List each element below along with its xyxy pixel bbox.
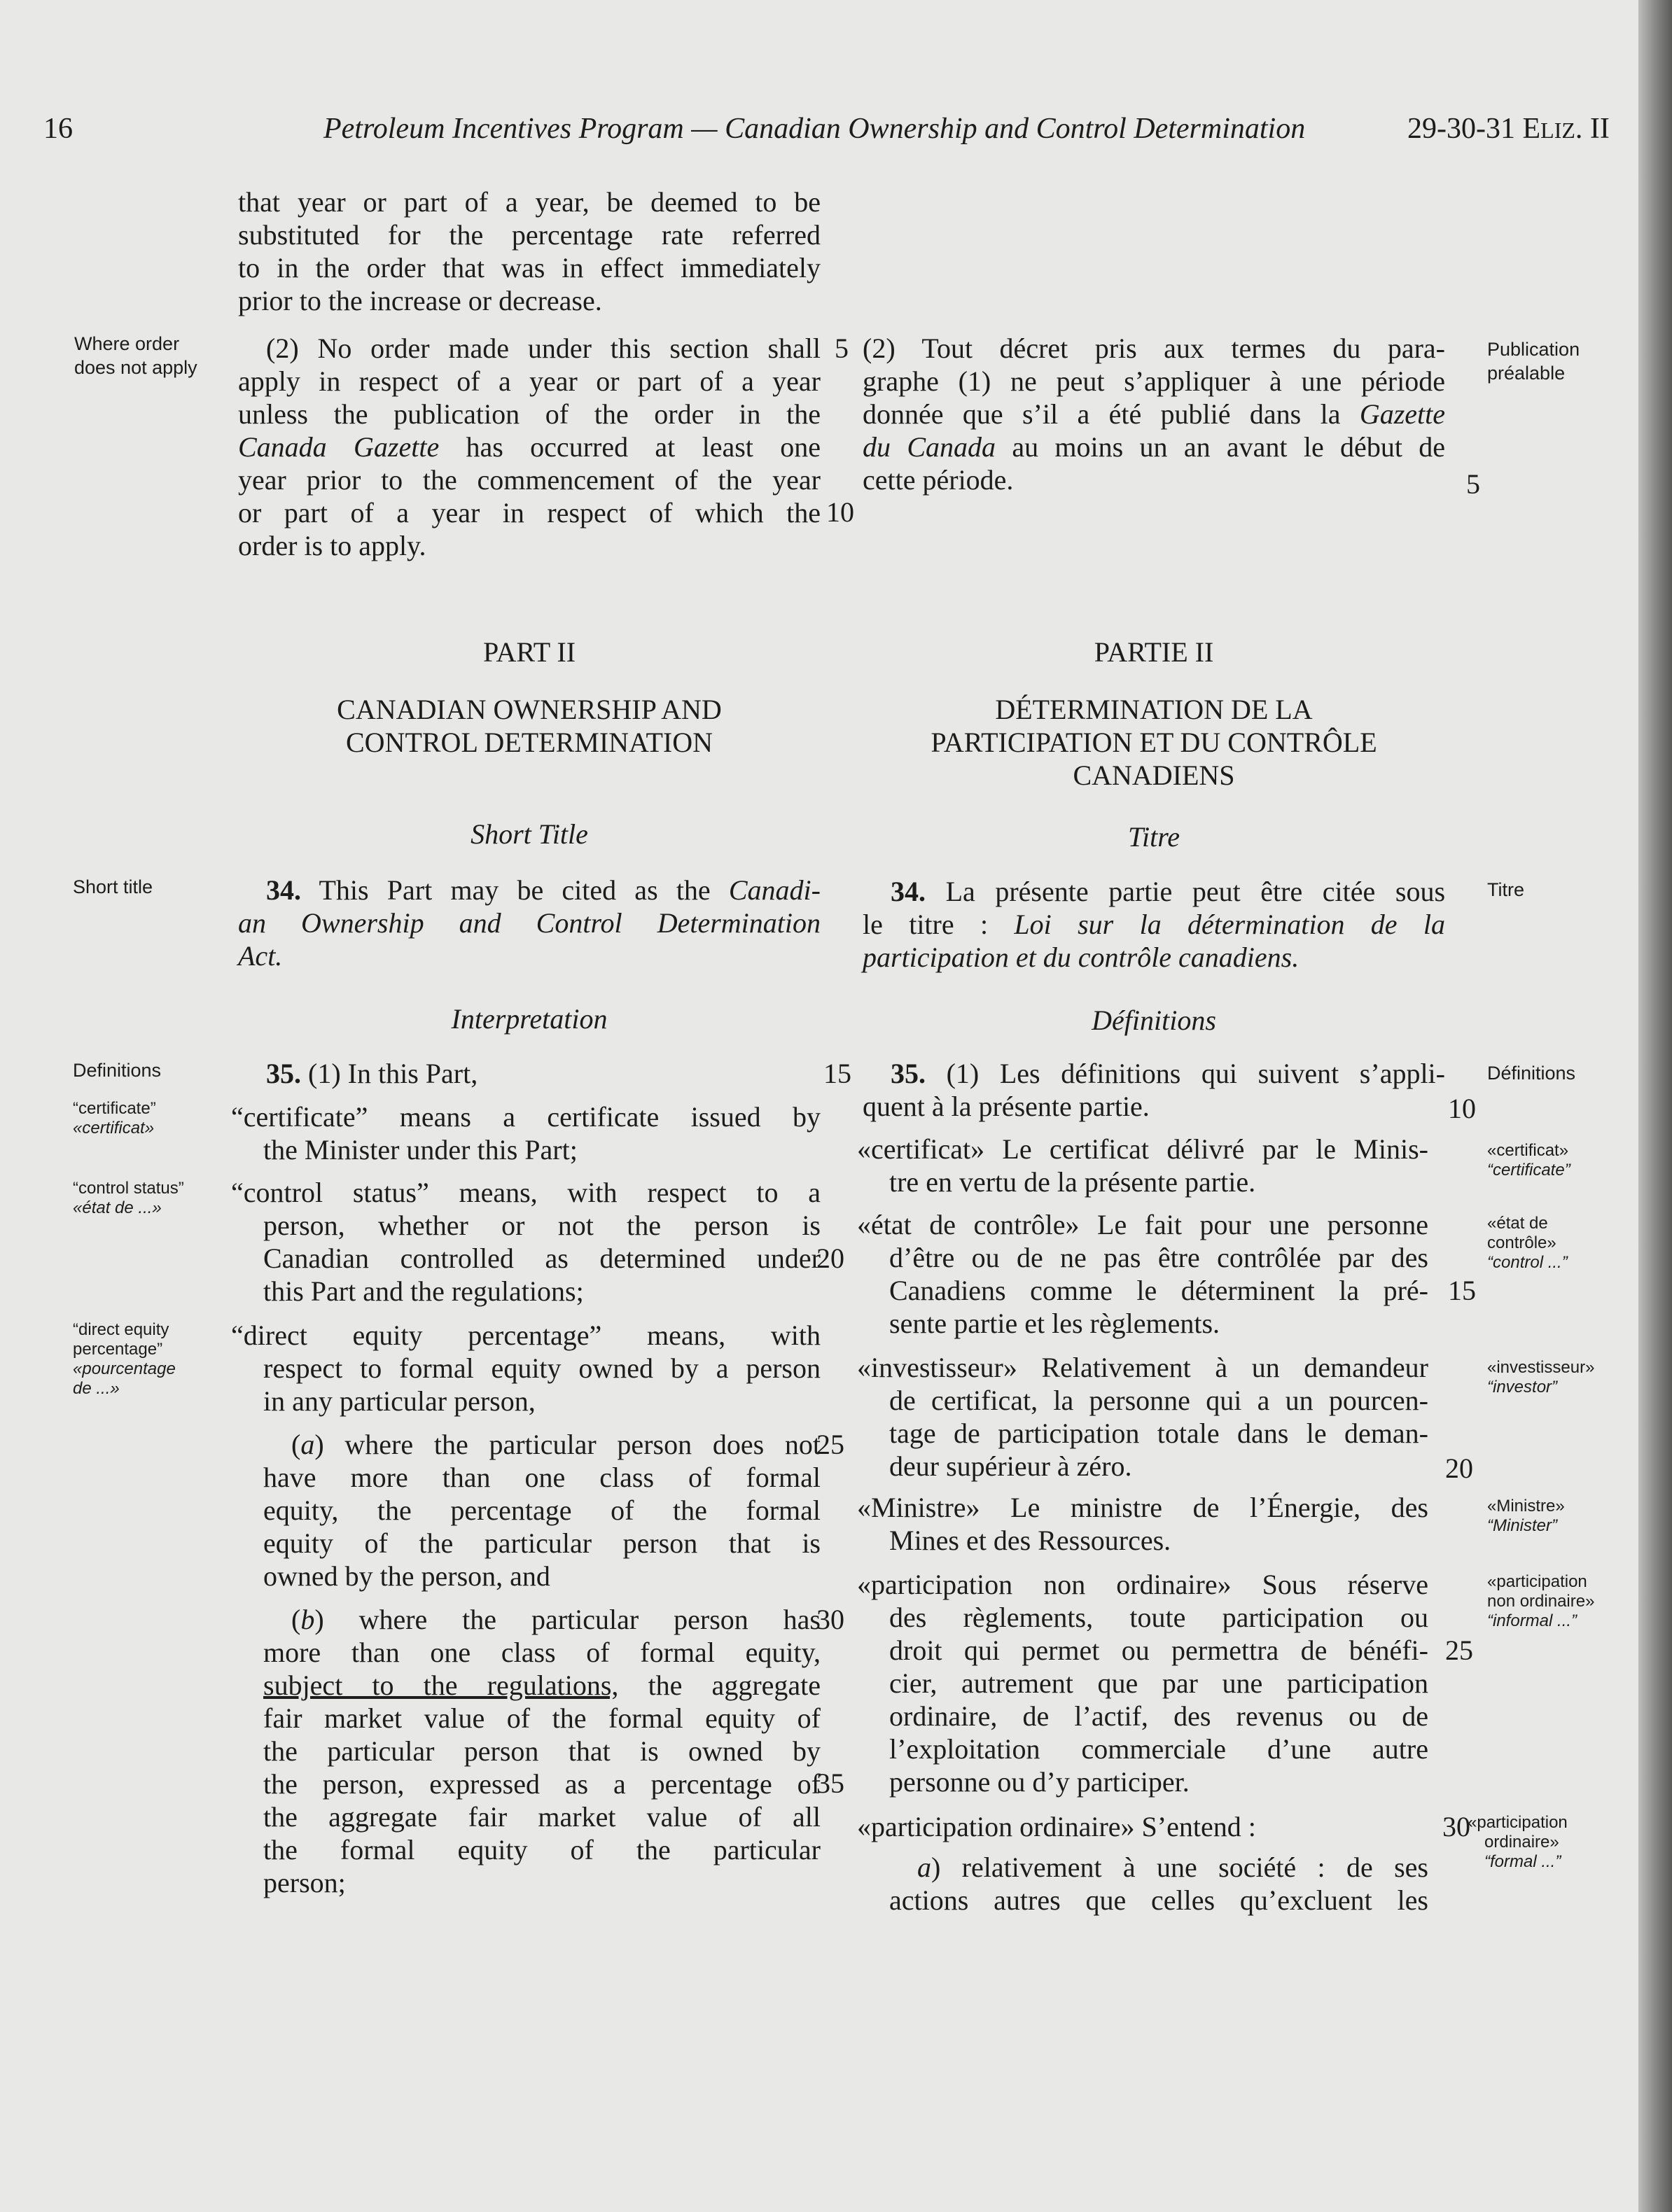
fr-line-number: 25 bbox=[1445, 1634, 1473, 1666]
page-edge-shadow bbox=[1638, 0, 1672, 2212]
page-number: 16 bbox=[43, 113, 73, 145]
en-para-b: (b) where the particular person has more than one class of formal equity, subject to the regulations, the aggregate fair market value of the formal equity of the particular person that is owned by the person, expressed as a percentage of the aggregate fair market value of all the formal equity of the particular person; bbox=[263, 1604, 821, 1898]
en-margin-note-short-title: Short title bbox=[73, 876, 153, 897]
en-def-direct-equity: “direct equity percentage” means, with respect to formal equity owned by a person in any particular person, bbox=[231, 1320, 821, 1417]
en-margin-note-control-status: “control status” «état de ...» bbox=[73, 1179, 184, 1217]
en-short-title-heading: Short Title bbox=[471, 818, 588, 850]
en-line-number: 15 bbox=[823, 1058, 851, 1089]
running-title: Petroleum Incentives Program — Canadian Ownership and Control Determination bbox=[323, 113, 1306, 145]
fr-section-34: 34. La présente partie peut être citée sous le titre : Loi sur la détermination de la participation et du contrôle canadiens. bbox=[863, 876, 1446, 973]
en-part-number: PART II bbox=[482, 636, 576, 668]
en-section-33-2: (2) No order made under this section shall apply in respect of a year or part of a year unless the publication of the order in the Canada Gazette has occurred at least one year prior to the commencement of the year or part of a year in respect of which the order is to apply. bbox=[238, 332, 821, 561]
fr-margin-note-definitions: Définitions bbox=[1487, 1063, 1576, 1084]
fr-para-a: a) relativement à une société : de ses actions autres que celles qu’excluent les bbox=[889, 1851, 1428, 1916]
en-interpretation-heading: Interpretation bbox=[451, 1003, 608, 1035]
fr-def-investisseur: «investisseur» Relativement à un demandeur de certificat, la personne qui a un pourcen- tage de participation totale dans le deman- deur supérieur à zéro. bbox=[857, 1352, 1428, 1482]
fr-short-title-heading: Titre bbox=[1127, 821, 1180, 853]
en-line-number: 20 bbox=[816, 1242, 844, 1274]
fr-line-number: 20 bbox=[1445, 1452, 1473, 1484]
regnal-year: 29-30-31 ELIZ. II bbox=[1407, 113, 1610, 145]
fr-margin-note-investisseur: «investisseur» “investor” bbox=[1487, 1358, 1595, 1396]
fr-margin-note-etat: «état de contrôle» “control ...” bbox=[1487, 1214, 1568, 1272]
fr-part-heading: DÉTERMINATION DE LA PARTICIPATION ET DU CONTRÔLE CANADIENS bbox=[931, 694, 1377, 791]
en-part-heading: CANADIAN OWNERSHIP AND CONTROL DETERMINATION bbox=[337, 694, 722, 758]
fr-margin-note-publication: Publication préalable bbox=[1487, 339, 1580, 384]
en-section-34: 34. This Part may be cited as the Canadi- an Ownership and Control Determination Act. bbox=[238, 874, 821, 972]
en-line-number: 5 bbox=[835, 332, 849, 364]
fr-def-participation-non-ordinaire: «participation non ordinaire» Sous réserve des règlements, toute participation ou droit qui permet ou permettra de bénéfi- cier, autrement que par une participation ordinaire, de l’actif, des revenus ou de l’exploitation commerciale d’une autre personne ou d’y participer. bbox=[857, 1569, 1428, 1798]
en-margin-note-where-order: Where order does not apply bbox=[74, 333, 197, 378]
fr-def-ministre: «Ministre» Le ministre de l’Énergie, des Mines et des Ressources. bbox=[857, 1492, 1428, 1556]
en-section-35: 35. (1) In this Part, bbox=[266, 1058, 478, 1089]
en-margin-note-certificate: “certificate” «certificat» bbox=[73, 1099, 156, 1138]
en-line-number: 10 bbox=[826, 496, 854, 528]
fr-margin-note-ministre: «Ministre» “Minister” bbox=[1487, 1497, 1565, 1535]
fr-part-number: PARTIE II bbox=[1094, 636, 1214, 668]
fr-def-certificat: «certificat» Le certificat délivré par le Minis- tre en vertu de la présente partie. bbox=[857, 1133, 1428, 1198]
fr-def-participation-ordinaire: «participation ordinaire» S’entend : bbox=[857, 1811, 1256, 1842]
fr-margin-note-titre: Titre bbox=[1487, 879, 1524, 900]
fr-margin-note-ordinaire: «participation ordinaire» “formal ...” bbox=[1468, 1813, 1568, 1871]
fr-section-35: 35. (1) Les définitions qui suivent s’appli- quent à la présente partie. bbox=[863, 1058, 1445, 1122]
en-def-control-status: “control status” means, with respect to a person, whether or not the person is Canadian controlled as determined under this Part and the regulations; bbox=[231, 1177, 821, 1307]
fr-line-number: 30 bbox=[1442, 1811, 1470, 1842]
fr-line-number: 5 bbox=[1466, 468, 1480, 500]
fr-line-number: 15 bbox=[1448, 1275, 1476, 1306]
fr-margin-note-certificat: «certificat» “certificate” bbox=[1487, 1141, 1570, 1180]
en-line-number: 35 bbox=[816, 1768, 844, 1799]
en-line-number: 30 bbox=[816, 1604, 844, 1635]
fr-margin-note-non-ordinaire: «participation non ordinaire» “informal ...” bbox=[1487, 1572, 1595, 1630]
en-margin-note-direct-equity: “direct equity percentage” «pourcentage de ...» bbox=[73, 1320, 176, 1398]
en-carry-over: that year or part of a year, be deemed to be substituted for the percentage rate referred to in the order that was in effect immediately prior to the increase or decrease. bbox=[238, 186, 821, 316]
fr-section-33-2: (2) Tout décret pris aux termes du para- graphe (1) ne peut s’appliquer à une période donnée que s’il a été publié dans la Gazette du Canada au moins un an avant le début de cette période. bbox=[863, 332, 1446, 496]
en-line-number: 25 bbox=[816, 1429, 844, 1460]
en-def-certificate: “certificate” means a certificate issued by the Minister under this Part; bbox=[231, 1101, 821, 1166]
en-para-a: (a) where the particular person does not have more than one class of formal equity, the percentage of the formal equity of the particular person that is owned by the person, and bbox=[263, 1429, 821, 1592]
fr-def-etat: «état de contrôle» Le fait pour une personne d’être ou de ne pas être contrôlée par des Canadiens comme le déterminent la pré- sente partie et les règlements. bbox=[857, 1209, 1428, 1339]
fr-line-number: 10 bbox=[1448, 1093, 1476, 1124]
fr-definitions-heading: Définitions bbox=[1092, 1004, 1216, 1036]
en-margin-note-definitions: Definitions bbox=[73, 1060, 162, 1081]
